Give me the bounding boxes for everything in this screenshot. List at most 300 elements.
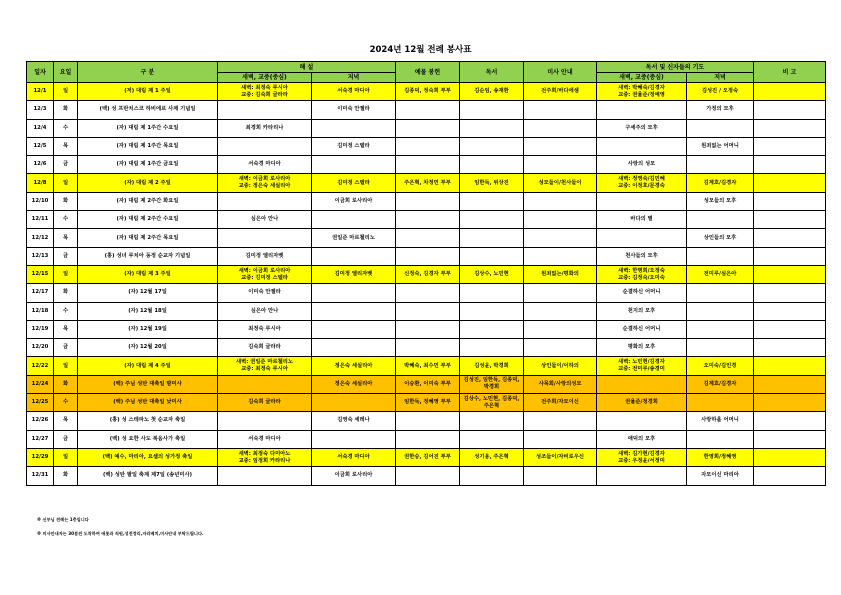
cell-weekday: 목	[54, 320, 78, 338]
cell-prayer-dawn	[597, 211, 687, 229]
cell-day: 12/18	[27, 302, 54, 320]
cell-usher	[524, 101, 597, 119]
cell-reading-evening: 서숙경 마디아	[312, 448, 396, 466]
cell-prayer-dawn	[597, 302, 687, 320]
cell-reading-dawn	[218, 394, 312, 412]
cell-usher	[524, 467, 597, 485]
header-remark: 비 고	[754, 62, 826, 83]
cell-reading-dawn	[218, 174, 312, 192]
cell-day: 12/27	[27, 430, 54, 448]
cell-offering	[396, 137, 460, 155]
cell-reading-evening	[312, 211, 396, 229]
cell-category: (백) 성 요한 사도 복음사가 축일	[78, 430, 218, 448]
cell-server	[460, 302, 524, 320]
cell-weekday: 화	[54, 375, 78, 393]
table-row	[27, 339, 826, 357]
table-row	[27, 394, 826, 412]
cell-reading-evening	[312, 284, 396, 302]
cell-offering	[396, 412, 460, 430]
table-row	[27, 284, 826, 302]
cell-usher	[524, 430, 597, 448]
cell-prayer-dawn	[597, 320, 687, 338]
table-row	[27, 192, 826, 210]
cell-prayer-dawn	[597, 375, 687, 393]
cell-reading-dawn	[218, 211, 312, 229]
cell-prayer-dawn	[597, 101, 687, 119]
table-row	[27, 430, 826, 448]
cell-prayer-evening	[687, 320, 754, 338]
table-row	[27, 448, 826, 466]
cell-server	[460, 211, 524, 229]
cell-prayer-evening	[687, 394, 754, 412]
cell-remark	[754, 265, 826, 283]
cell-day: 12/8	[27, 174, 54, 192]
cell-remark	[754, 375, 826, 393]
table-row	[27, 412, 826, 430]
cell-prayer-evening: 가정의 모후	[687, 101, 754, 119]
cell-category: (자) 대림 제 3 주일	[78, 265, 218, 283]
cell-prayer-dawn-line-1: 바다의 별	[630, 216, 653, 223]
cell-weekday: 일	[54, 265, 78, 283]
cell-prayer-evening: 한영희/정혜영	[687, 448, 754, 466]
cell-category: (저) 대림 제 1 주일	[78, 83, 218, 101]
cell-server	[460, 137, 524, 155]
cell-reading-dawn	[218, 229, 312, 247]
cell-reading-dawn-line-1: 최정숙 루시아	[248, 326, 281, 332]
cell-weekday: 일	[54, 448, 78, 466]
cell-offering: 이승환, 이미숙 부부	[396, 375, 460, 393]
cell-reading-dawn	[218, 375, 312, 393]
cell-reading-dawn	[218, 412, 312, 430]
cell-server: 김상수, 노민현	[460, 265, 524, 283]
table-row	[27, 302, 826, 320]
cell-prayer-evening: 전미루/심은아	[687, 265, 754, 283]
cell-server	[460, 156, 524, 174]
cell-category: (자) 12월 18일	[78, 302, 218, 320]
cell-prayer-evening: 자모이신 마리아	[687, 467, 754, 485]
cell-offering	[396, 229, 460, 247]
cell-server: 김상수, 노민현, 김종덕, 주은혁	[460, 394, 524, 412]
cell-remark	[754, 192, 826, 210]
cell-day: 12/15	[27, 265, 54, 283]
cell-remark	[754, 211, 826, 229]
table-row	[27, 83, 826, 101]
cell-reading-dawn	[218, 320, 312, 338]
cell-prayer-dawn-line-1: 새벽: 정영숙/김민혜	[618, 176, 665, 183]
cell-server	[460, 192, 524, 210]
cell-weekday: 목	[54, 229, 78, 247]
cell-usher	[524, 192, 597, 210]
cell-day: 12/31	[27, 467, 54, 485]
cell-server	[460, 229, 524, 247]
cell-remark	[754, 430, 826, 448]
header-prayer-evening: 저녁	[687, 73, 754, 83]
header-reading-dawn: 새벽, 교중(중심)	[218, 73, 312, 83]
cell-reading-evening	[312, 302, 396, 320]
cell-category: (자) 대림 제 2주간 목요일	[78, 229, 218, 247]
cell-offering	[396, 156, 460, 174]
cell-remark	[754, 174, 826, 192]
cell-reading-evening	[312, 339, 396, 357]
cell-reading-dawn-line-1: 새벽: 권일준 마르첼리노	[236, 359, 293, 366]
cell-reading-dawn	[218, 192, 312, 210]
note-1: ※ 신부님 전례는 1층입니다	[37, 517, 89, 522]
cell-offering: 권한승, 김어진 부부	[396, 448, 460, 466]
cell-reading-dawn-line-1: 김미정 엘리자벳	[245, 252, 284, 259]
table-row	[27, 229, 826, 247]
cell-offering	[396, 467, 460, 485]
cell-server: 김성윤, 박경희	[460, 357, 524, 375]
cell-weekday: 일	[54, 357, 78, 375]
cell-day: 12/26	[27, 412, 54, 430]
cell-reading-dawn	[218, 101, 312, 119]
cell-day: 12/1	[27, 83, 54, 101]
cell-prayer-dawn	[597, 229, 687, 247]
cell-remark	[754, 357, 826, 375]
cell-weekday: 화	[54, 284, 78, 302]
cell-reading-evening: 이금희 로사리아	[312, 192, 396, 210]
cell-reading-dawn	[218, 430, 312, 448]
cell-weekday: 화	[54, 467, 78, 485]
cell-prayer-dawn-line-1: 권율준/정경희	[625, 399, 658, 406]
table-row	[27, 211, 826, 229]
cell-remark	[754, 412, 826, 430]
cell-category: (홍) 성 스테파노 첫 순교자 축일	[78, 412, 218, 430]
cell-remark	[754, 284, 826, 302]
cell-prayer-dawn	[597, 265, 687, 283]
cell-server	[460, 284, 524, 302]
header-prayer: 독서 및 신자들의 기도	[597, 62, 754, 73]
cell-prayer-dawn-line-1: 새벽: 노민현/김경자	[618, 359, 665, 366]
cell-reading-evening: 권일준 마르첼리노	[312, 229, 396, 247]
cell-offering: 신정숙, 김경자 부부	[396, 265, 460, 283]
cell-weekday: 금	[54, 247, 78, 265]
cell-usher: 상인들이/이하의	[524, 357, 597, 375]
cell-usher	[524, 156, 597, 174]
cell-category: (백) 예수, 마리아, 요셉의 성가정 축일	[78, 448, 218, 466]
cell-prayer-dawn-line-1: 새벽: 김가현/김경자	[618, 450, 665, 457]
cell-prayer-dawn-line-2: 교중: 권율준/정예영	[618, 91, 665, 98]
cell-prayer-dawn-line-1: 천사들의 모후	[625, 252, 658, 259]
cell-remark	[754, 394, 826, 412]
cell-day: 12/10	[27, 192, 54, 210]
cell-prayer-dawn	[597, 284, 687, 302]
cell-reading-dawn-line-1: 김숙희 글라라	[248, 344, 281, 351]
cell-reading-dawn	[218, 339, 312, 357]
cell-weekday: 금	[54, 156, 78, 174]
cell-reading-evening: 김미정 엘리자벳	[312, 265, 396, 283]
cell-category: (백) 주님 성탄 대축일 낮미사	[78, 394, 218, 412]
cell-day: 12/19	[27, 320, 54, 338]
cell-reading-dawn	[218, 119, 312, 137]
cell-reading-dawn-line-1: 서숙경 마디아	[248, 435, 281, 442]
cell-offering	[396, 339, 460, 357]
cell-reading-evening: 김미정 스텔라	[312, 137, 396, 155]
cell-prayer-dawn	[597, 339, 687, 357]
cell-category: (백) 성 프란치스코 하비에르 사제 기념일	[78, 101, 218, 119]
cell-prayer-dawn	[597, 247, 687, 265]
cell-reading-dawn-line-1: 새벽: 이금희 로사리아	[238, 176, 291, 183]
cell-prayer-dawn	[597, 467, 687, 485]
cell-usher	[524, 211, 597, 229]
cell-remark	[754, 119, 826, 137]
cell-weekday: 화	[54, 192, 78, 210]
cell-prayer-dawn	[597, 83, 687, 101]
cell-prayer-evening	[687, 284, 754, 302]
cell-day: 12/24	[27, 375, 54, 393]
cell-usher: 전주희/바다에셈	[524, 83, 597, 101]
cell-reading-dawn	[218, 265, 312, 283]
cell-reading-dawn	[218, 302, 312, 320]
cell-reading-dawn	[218, 247, 312, 265]
cell-day: 12/3	[27, 101, 54, 119]
cell-prayer-dawn	[597, 357, 687, 375]
cell-server	[460, 320, 524, 338]
cell-day: 12/12	[27, 229, 54, 247]
header-category: 구 분	[78, 62, 218, 83]
cell-offering: 김종덕, 정숙희 부부	[396, 83, 460, 101]
cell-prayer-dawn-line-1: 애덕의 모후	[627, 435, 656, 442]
cell-weekday: 목	[54, 137, 78, 155]
table-row	[27, 375, 826, 393]
cell-reading-evening	[312, 394, 396, 412]
cell-day: 12/4	[27, 119, 54, 137]
table-row	[27, 467, 826, 485]
table-row	[27, 320, 826, 338]
header-weekday: 요일	[54, 62, 78, 83]
cell-usher	[524, 320, 597, 338]
cell-prayer-evening	[687, 247, 754, 265]
cell-server	[460, 247, 524, 265]
cell-reading-evening: 정은숙 세실리아	[312, 357, 396, 375]
cell-prayer-evening	[687, 211, 754, 229]
cell-prayer-dawn	[597, 192, 687, 210]
cell-weekday: 목	[54, 412, 78, 430]
cell-prayer-dawn-line-2: 교중: 우정윤/서정미	[618, 457, 665, 464]
cell-reading-dawn	[218, 137, 312, 155]
cell-offering	[396, 101, 460, 119]
cell-prayer-dawn-line-2: 교중: 전미루/송경미	[618, 366, 665, 373]
cell-remark	[754, 101, 826, 119]
cell-prayer-dawn-line-1: 새벽: 박혜숙/김경자	[618, 84, 665, 91]
cell-prayer-evening	[687, 339, 754, 357]
cell-reading-evening	[312, 430, 396, 448]
cell-category: (자) 대림 제 2주간 수요일	[78, 211, 218, 229]
table-row	[27, 119, 826, 137]
cell-server: 김순임, 송재환	[460, 83, 524, 101]
cell-weekday: 일	[54, 174, 78, 192]
cell-usher	[524, 137, 597, 155]
cell-prayer-dawn-line-1: 사랑의 성모	[627, 161, 656, 168]
cell-server	[460, 430, 524, 448]
cell-remark	[754, 302, 826, 320]
cell-reading-dawn-line-1: 심은아 안나	[250, 216, 279, 223]
cell-server: 임한득, 위상진	[460, 174, 524, 192]
cell-reading-dawn	[218, 357, 312, 375]
cell-usher: 성모들이/천사들이	[524, 174, 597, 192]
cell-category: (백) 주님 성탄 대축일 밤미사	[78, 375, 218, 393]
cell-reading-evening: 이금희 로사리아	[312, 467, 396, 485]
header-server: 독서	[460, 62, 524, 83]
cell-prayer-dawn	[597, 412, 687, 430]
note-2: ※ 미사안내자는 30분전 도착하여 애롯과 직원,성전정리,자리배치,미사안내 부탁드립니다.	[37, 531, 204, 536]
table-row	[27, 247, 826, 265]
cell-remark	[754, 156, 826, 174]
cell-category: (홍) 성녀 루치아 동정 순교자 기념일	[78, 247, 218, 265]
cell-weekday: 수	[54, 394, 78, 412]
cell-prayer-dawn-line-1: 평화의 모후	[627, 344, 656, 351]
cell-prayer-dawn-line-1: 순결하신 어머니	[622, 289, 661, 296]
header-prayer-dawn: 새벽, 교중(중심)	[597, 73, 687, 83]
cell-prayer-evening: 상인들의 모후	[687, 229, 754, 247]
cell-reading-evening: 김영숙 세레나	[312, 412, 396, 430]
cell-prayer-dawn	[597, 156, 687, 174]
cell-remark	[754, 448, 826, 466]
cell-day: 12/29	[27, 448, 54, 466]
cell-offering	[396, 119, 460, 137]
cell-weekday: 금	[54, 430, 78, 448]
cell-offering: 박혜숙, 최수민 부부	[396, 357, 460, 375]
cell-usher	[524, 339, 597, 357]
cell-remark	[754, 137, 826, 155]
cell-prayer-dawn-line-2: 교중: 김정숙/오미숙	[618, 274, 665, 281]
cell-reading-evening	[312, 247, 396, 265]
header-offering: 예물 봉헌	[396, 62, 460, 83]
cell-prayer-evening: 사랑하올 어머니	[687, 412, 754, 430]
cell-usher: 성조들이/자비로우신	[524, 448, 597, 466]
cell-weekday: 수	[54, 302, 78, 320]
cell-category: (자) 12월 20일	[78, 339, 218, 357]
cell-category: (자) 대림 제 2주간 화요일	[78, 192, 218, 210]
header-reading-evening: 저녁	[312, 73, 396, 83]
table-row	[27, 156, 826, 174]
cell-category: (백) 성탄 팔일 축제 제7일 (송년미사)	[78, 467, 218, 485]
cell-reading-evening: 김미정 스텔라	[312, 174, 396, 192]
cell-remark	[754, 467, 826, 485]
cell-prayer-dawn	[597, 394, 687, 412]
cell-prayer-evening	[687, 302, 754, 320]
table-row	[27, 101, 826, 119]
cell-day: 12/25	[27, 394, 54, 412]
cell-reading-dawn-line-2: 교중: 김미정 스텔라	[241, 274, 288, 281]
cell-reading-evening	[312, 119, 396, 137]
cell-day: 12/5	[27, 137, 54, 155]
cell-weekday: 금	[54, 339, 78, 357]
cell-category: (자) 대림 제 1주간 금요일	[78, 156, 218, 174]
cell-prayer-evening: 원죄없는 어머니	[687, 137, 754, 155]
cell-reading-evening	[312, 156, 396, 174]
cell-server: 김성진, 임한득, 김종덕, 박경희	[460, 375, 524, 393]
cell-category: (자) 12월 17일	[78, 284, 218, 302]
cell-reading-dawn	[218, 83, 312, 101]
cell-day: 12/6	[27, 156, 54, 174]
cell-usher: 원죄없는/평화의	[524, 265, 597, 283]
cell-reading-dawn-line-1: 새벽: 이금희 로사리아	[238, 267, 291, 274]
cell-weekday: 수	[54, 211, 78, 229]
cell-usher	[524, 119, 597, 137]
schedule-rows	[27, 83, 826, 486]
table-row	[27, 137, 826, 155]
cell-reading-dawn-line-1: 심은아 안나	[250, 307, 279, 314]
header-day: 일자	[27, 62, 54, 83]
cell-day: 12/13	[27, 247, 54, 265]
cell-category: (자) 12월 19일	[78, 320, 218, 338]
cell-usher	[524, 284, 597, 302]
cell-server: 성기웅, 주은혁	[460, 448, 524, 466]
cell-offering	[396, 211, 460, 229]
cell-server	[460, 412, 524, 430]
cell-server	[460, 467, 524, 485]
cell-usher	[524, 229, 597, 247]
cell-prayer-evening: 오미숙/김인경	[687, 357, 754, 375]
cell-weekday: 일	[54, 83, 78, 101]
cell-server	[460, 339, 524, 357]
cell-prayer-dawn-line-1: 새벽: 한명희/오정숙	[618, 267, 665, 274]
cell-prayer-evening: 김계호/김경자	[687, 375, 754, 393]
cell-remark	[754, 247, 826, 265]
cell-offering	[396, 302, 460, 320]
cell-remark	[754, 339, 826, 357]
cell-reading-dawn-line-1: 이미숙 안젤라	[248, 289, 281, 296]
cell-prayer-dawn-line-1: 구세주의 모후	[625, 124, 658, 131]
cell-server	[460, 119, 524, 137]
cell-usher	[524, 247, 597, 265]
cell-prayer-evening: 김성진 / 오정숙	[687, 83, 754, 101]
cell-reading-dawn	[218, 284, 312, 302]
cell-reading-evening: 이미숙 안젤라	[312, 101, 396, 119]
cell-prayer-dawn	[597, 174, 687, 192]
cell-offering	[396, 320, 460, 338]
cell-reading-dawn-line-1: 새벽: 최정숙 다미아노	[238, 450, 291, 457]
schedule-table	[26, 61, 826, 486]
cell-offering: 임한득, 정혜영 부부	[396, 394, 460, 412]
cell-prayer-evening: 성모들의 모후	[687, 192, 754, 210]
cell-usher	[524, 302, 597, 320]
cell-category: (자) 대림 제 1주간 수요일	[78, 119, 218, 137]
cell-reading-evening	[312, 320, 396, 338]
cell-prayer-evening	[687, 156, 754, 174]
table-row	[27, 265, 826, 283]
cell-server	[460, 101, 524, 119]
cell-day: 12/20	[27, 339, 54, 357]
cell-prayer-dawn-line-1: 천지의 모후	[627, 307, 656, 314]
cell-reading-dawn-line-1: 김숙희 글라라	[248, 399, 281, 406]
cell-usher	[524, 412, 597, 430]
cell-day: 12/11	[27, 211, 54, 229]
cell-prayer-dawn	[597, 448, 687, 466]
cell-day: 12/17	[27, 284, 54, 302]
cell-offering	[396, 430, 460, 448]
cell-reading-evening: 정은숙 세실리아	[312, 375, 396, 393]
cell-category: (자) 대림 제 1주간 목요일	[78, 137, 218, 155]
cell-reading-dawn-line-2: 교중: 임정희 카타리나	[238, 457, 291, 464]
cell-category: (자) 대림 제 2 주일	[78, 174, 218, 192]
cell-prayer-evening	[687, 119, 754, 137]
cell-prayer-dawn	[597, 119, 687, 137]
header-reading: 해 설	[218, 62, 396, 73]
cell-reading-dawn	[218, 467, 312, 485]
cell-offering	[396, 247, 460, 265]
cell-prayer-evening: 김계호/김경자	[687, 174, 754, 192]
cell-reading-dawn-line-2: 교중: 정은숙 세실리아	[238, 183, 291, 190]
cell-reading-dawn-line-1: 서숙경 마디아	[248, 161, 281, 168]
table-row	[27, 357, 826, 375]
cell-remark	[754, 83, 826, 101]
cell-offering	[396, 284, 460, 302]
cell-reading-dawn	[218, 448, 312, 466]
cell-reading-dawn-line-1: 최경희 카타리나	[245, 124, 284, 131]
cell-reading-dawn-line-2: 교중: 김숙희 글라라	[241, 91, 288, 98]
